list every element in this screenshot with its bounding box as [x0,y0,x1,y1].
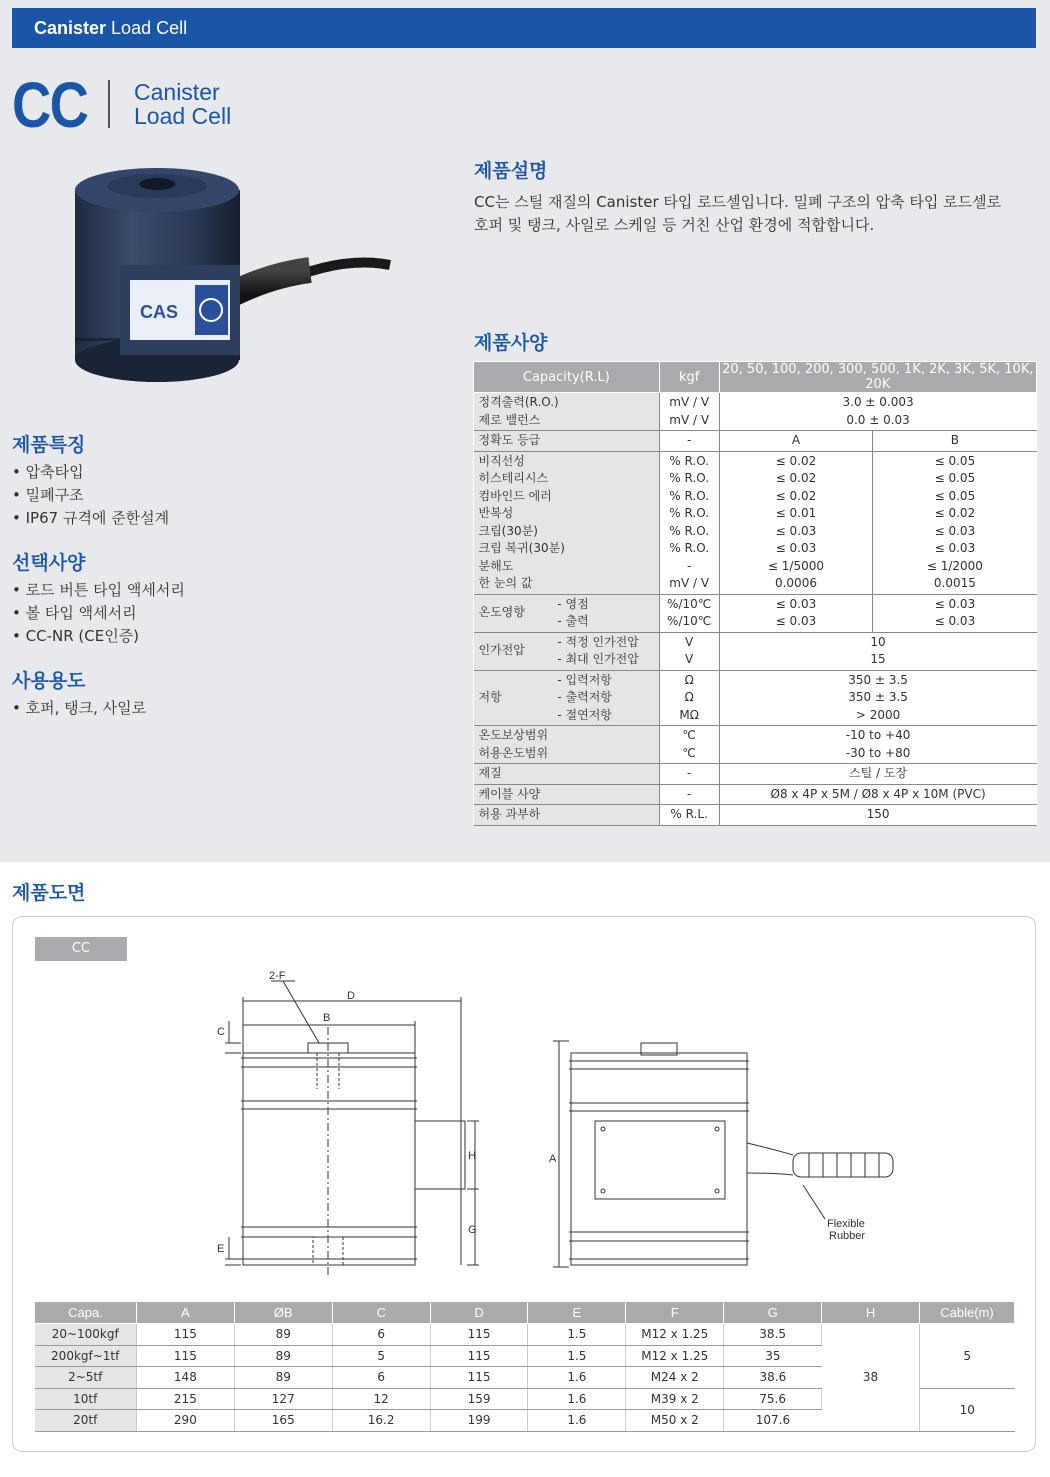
dim-cell-cable: 5 [919,1324,1014,1389]
spec-unit-text: % R.O. [669,506,710,520]
dim-header: F [626,1302,724,1324]
spec-label-text: 정격출력(R.O.) [478,395,559,409]
spec-unit-text: mV / V [669,576,710,590]
options-list [12,579,452,648]
table-row [35,1302,1015,1324]
table-row [474,451,1037,594]
dim-header: G [724,1302,822,1324]
spec-label: 케이블 사양 [474,784,660,805]
dim-cell: 2~5tf [35,1367,137,1389]
dim-cell: 10tf [35,1388,137,1410]
spec-value-text: ≤ 0.01 [775,506,817,520]
spec-unit-text: MΩ [679,707,699,722]
spec-value-b [873,594,1037,632]
spec-unit-text: % R.O. [669,523,710,538]
spec-value-text: ≤ 0.03 [775,614,817,628]
description-line1: CC는 스틸 재질의 Canister 타입 로드셀입니다. 밀폐 구조의 압축 타입 로드셀로 [474,193,1002,211]
spec-label: 저항 [474,670,556,726]
dim-cell: 89 [234,1367,332,1389]
table-row [35,1324,1015,1346]
spec-value [719,393,1036,431]
dim-cell: M24 x 2 [626,1367,724,1389]
product-image [60,160,410,390]
spec-value-text: ≤ 0.02 [775,471,817,485]
spec-value-text: ≤ 0.05 [934,471,976,485]
dim-cell: 165 [234,1410,332,1432]
spec-unit-text: mV / V [669,395,710,409]
description-text [474,191,1034,237]
spec-value-text: 3.0 ± 0.003 [842,395,914,409]
header-brand-rest: Load Cell [111,18,188,38]
model-name [134,80,231,128]
table-row [474,784,1037,805]
spec-unit-text: %/10℃ [667,614,712,628]
spec-label: 정확도 등급 [474,431,660,452]
spec-unit-text: V [685,652,694,666]
spec-label: 허용 과부하 [474,805,660,826]
spec-header-capacity: Capacity(R.L) [474,362,660,393]
dim-header: ØB [234,1302,332,1324]
dim-cell-cable: 10 [919,1388,1014,1431]
spec-label-text: 비직선성 [478,453,525,468]
dim-cell: 290 [136,1410,234,1432]
spec-label-text: 온도보상범위 [478,728,549,742]
spec-value-text: ≤ 0.02 [775,488,817,503]
dim-header: A [136,1302,234,1324]
dimension-table [34,1301,1015,1432]
spec-sublabel [555,632,659,670]
spec-value-text: ≤ 0.03 [934,541,976,555]
spec-label: 인가전압 [474,632,556,670]
dim-cell: 20~100kgf [35,1324,137,1346]
dim-cell: M12 x 1.25 [626,1345,724,1367]
dim-cell: 148 [136,1367,234,1389]
dim-cell: M50 x 2 [626,1410,724,1432]
dim-label-h: H [468,1150,476,1162]
spec-sublabel-text: - 입력저항 [557,672,612,687]
spec-label-text: 허용온도범위 [478,745,549,760]
dim-cell: 75.6 [724,1388,822,1410]
dim-cell: 127 [234,1388,332,1410]
spec-sublabel [555,670,659,726]
table-row [474,764,1037,785]
dim-cell: 200kgf~1tf [35,1345,137,1367]
spec-value-text: ≤ 0.02 [934,506,976,520]
spec-sublabel-text: - 절연저항 [557,707,612,722]
spec-unit-text: - [686,558,692,573]
dim-cell: 199 [430,1410,528,1432]
spec-table [473,361,1037,826]
spec-label-text: 제로 밸런스 [478,412,541,427]
spec-value-text: ≤ 0.05 [934,488,976,503]
dim-cell: 115 [136,1324,234,1346]
spec-sublabel-text: - 적정 인가전압 [557,634,639,649]
spec-label [474,393,660,431]
technical-drawing [13,917,1037,1297]
dim-cell: 38.5 [724,1324,822,1346]
product-logo-text: CAS [140,302,179,322]
spec-unit-text: % R.O. [669,453,710,468]
model-code: CC [12,69,88,141]
dim-cell: M12 x 1.25 [626,1324,724,1346]
spec-label-text: 히스테리시스 [478,471,549,485]
spec-value-text: 0.0 ± 0.03 [846,412,910,427]
description-section [474,156,1034,237]
left-column [12,430,452,738]
list-item: • IP67 규격에 준한설계 [12,507,452,530]
model-name-line1: Canister [134,79,220,105]
dim-cell: 20tf [35,1410,137,1432]
spec-label-text: 크립 복귀(30분) [478,541,565,555]
dim-cell: 1.6 [528,1388,626,1410]
dim-cell: M39 x 2 [626,1388,724,1410]
dim-cell: 89 [234,1345,332,1367]
dim-cell: 1.6 [528,1367,626,1389]
spec-value-text: 10 [870,634,886,649]
dim-header: D [430,1302,528,1324]
spec-unit: - [659,431,719,452]
spec-label: 재질 [474,764,660,785]
dim-label-a: A [549,1153,557,1165]
spec-value [719,726,1036,764]
spec-unit-text: ℃ [682,745,696,760]
spec-value-text: ≤ 0.03 [934,523,976,538]
dim-cell: 215 [136,1388,234,1410]
spec-label: 온도영향 [474,594,556,632]
dim-header: Capa. [35,1302,137,1324]
spec-value-text: 0.0006 [774,576,817,590]
spec-label-text: 한 눈의 값 [478,576,533,590]
spec-unit [659,393,719,431]
description-line2: 호퍼 및 탱크, 사일로 스케일 등 거친 산업 환경에 적합합니다. [474,216,875,234]
table-row [474,726,1037,764]
description-title: 제품설명 [474,160,548,182]
dim-cell: 1.5 [528,1324,626,1346]
dim-cell: 1.6 [528,1410,626,1432]
features-list [12,461,452,530]
dim-cell: 6 [332,1324,430,1346]
spec-unit [659,594,719,632]
spec-value-text: ≤ 0.03 [775,541,817,555]
spec-value-text: 15 [870,652,886,666]
spec-value-text: ≤ 0.03 [775,596,817,611]
spec-unit-text: % R.O. [669,541,710,555]
dim-header: H [822,1302,920,1324]
spec-sublabel-text: - 최대 인가전압 [557,652,639,666]
spec-label-text: 분해도 [478,558,514,573]
list-item: • 밀폐구조 [12,484,452,507]
spec-value-text: ≤ 1/5000 [767,558,825,573]
list-item: • 압축타입 [12,461,452,484]
spec-sublabel-text: - 영점 [557,596,589,611]
spec-sublabel [555,594,659,632]
spec-title: 제품사양 [474,332,548,354]
dim-label-e: E [217,1243,225,1255]
spec-unit: - [659,784,719,805]
spec-value-text: ≤ 0.03 [934,596,976,611]
dim-cell: 115 [430,1367,528,1389]
spec-value-a [719,594,873,632]
spec-value-text: ≤ 0.02 [775,453,817,468]
dim-label-b: B [323,1012,331,1024]
dim-cell: 115 [430,1345,528,1367]
table-row [474,632,1037,670]
header-brand-bold: Canister [34,18,107,38]
spec-label [474,451,660,594]
spec-value-text: ≤ 0.03 [934,614,976,628]
spec-value-text: > 2000 [855,707,901,722]
dim-cell: 1.5 [528,1345,626,1367]
list-item: • 로드 버튼 타입 액세서리 [12,579,452,602]
spec-value [719,670,1036,726]
spec-unit-text: Ω [684,672,694,687]
spec-header-values: 20, 50, 100, 200, 300, 500, 1K, 2K, 3K, 5K, 10K, 20K [719,362,1036,393]
spec-unit-text: %/10℃ [667,596,712,611]
list-item: • CC-NR (CE인증) [12,625,452,648]
drawing-tag: CC [35,937,127,961]
spec-unit-text: ℃ [682,728,696,742]
spec-value-a [719,451,873,594]
spec-value: 150 [719,805,1036,826]
dim-label-f: 2-F [269,970,286,982]
spec-value-text: 0.0015 [933,576,976,590]
features-section [12,430,452,530]
spec-value-a: A [719,431,873,452]
list-item: • 볼 타입 액세서리 [12,602,452,625]
spec-value-text: ≤ 1/2000 [926,558,983,573]
spec-value-b: B [873,431,1037,452]
spec-label-text: 컴바인드 에러 [478,488,552,503]
spec-value: 스틸 / 도장 [719,764,1036,785]
options-title: 선택사양 [12,552,86,574]
table-row [474,670,1037,726]
dim-cell: 5 [332,1345,430,1367]
spec-unit: % R.L. [659,805,719,826]
spec-unit-text: % R.O. [669,471,710,485]
dim-header: C [332,1302,430,1324]
dim-cell: 35 [724,1345,822,1367]
table-row [474,362,1037,393]
dim-cell-h: 38 [822,1324,920,1432]
dim-label-c: C [217,1026,225,1038]
spec-unit [659,632,719,670]
dim-label-g: G [468,1224,477,1236]
spec-value-text: ≤ 0.03 [775,523,817,538]
options-section [12,548,452,648]
dim-cell: 107.6 [724,1410,822,1432]
model-divider [108,80,110,128]
drawing-title: 제품도면 [12,882,86,904]
flexible-rubber-label-1: Flexible [827,1218,865,1230]
dim-label-d: D [347,990,355,1002]
table-row [474,393,1037,431]
model-name-line2: Load Cell [134,103,232,129]
table-row [474,431,1037,452]
usage-title: 사용용도 [12,670,86,692]
dim-cell: 38.6 [724,1367,822,1389]
spec-header-unit: kgf [659,362,719,393]
spec-value-text: -10 to +40 [845,728,911,742]
spec-value-text: 350 ± 3.5 [848,690,908,704]
spec-unit [659,726,719,764]
spec-unit-text: % R.O. [669,488,710,503]
list-item: • 호퍼, 탱크, 사일로 [12,697,452,720]
dim-cell: 159 [430,1388,528,1410]
spec-label-text: 반복성 [478,506,514,520]
spec-value [719,632,1036,670]
features-title: 제품특징 [12,434,86,456]
dim-cell: 6 [332,1367,430,1389]
spec-sublabel-text: - 출력저항 [557,690,612,704]
usage-section [12,666,452,720]
spec-value-text: 350 ± 3.5 [848,672,908,687]
spec-value-text: ≤ 0.05 [934,453,976,468]
usage-list [12,697,452,720]
spec-unit [659,670,719,726]
dim-cell: 12 [332,1388,430,1410]
table-row [474,805,1037,826]
spec-unit-text: Ω [684,690,694,704]
spec-unit-text: mV / V [669,412,710,427]
spec-value: Ø8 x 4P x 5M / Ø8 x 4P x 10M (PVC) [719,784,1036,805]
spec-unit: - [659,764,719,785]
dim-cell: 115 [136,1345,234,1367]
spec-unit-text: V [685,634,694,649]
spec-unit [659,451,719,594]
header-bar [12,8,1036,48]
table-row [474,594,1037,632]
dim-cell: 89 [234,1324,332,1346]
dim-header: E [528,1302,626,1324]
spec-label [474,726,660,764]
dim-header: Cable(m) [919,1302,1014,1324]
spec-value-text: -30 to +80 [845,745,911,760]
spec-label-text: 크립(30분) [478,523,538,538]
dim-cell: 115 [430,1324,528,1346]
spec-sublabel-text: - 출력 [557,614,589,628]
spec-value-b [873,451,1037,594]
dim-cell: 16.2 [332,1410,430,1432]
flexible-rubber-label-2: Rubber [829,1230,866,1242]
drawing-box [12,916,1036,1452]
